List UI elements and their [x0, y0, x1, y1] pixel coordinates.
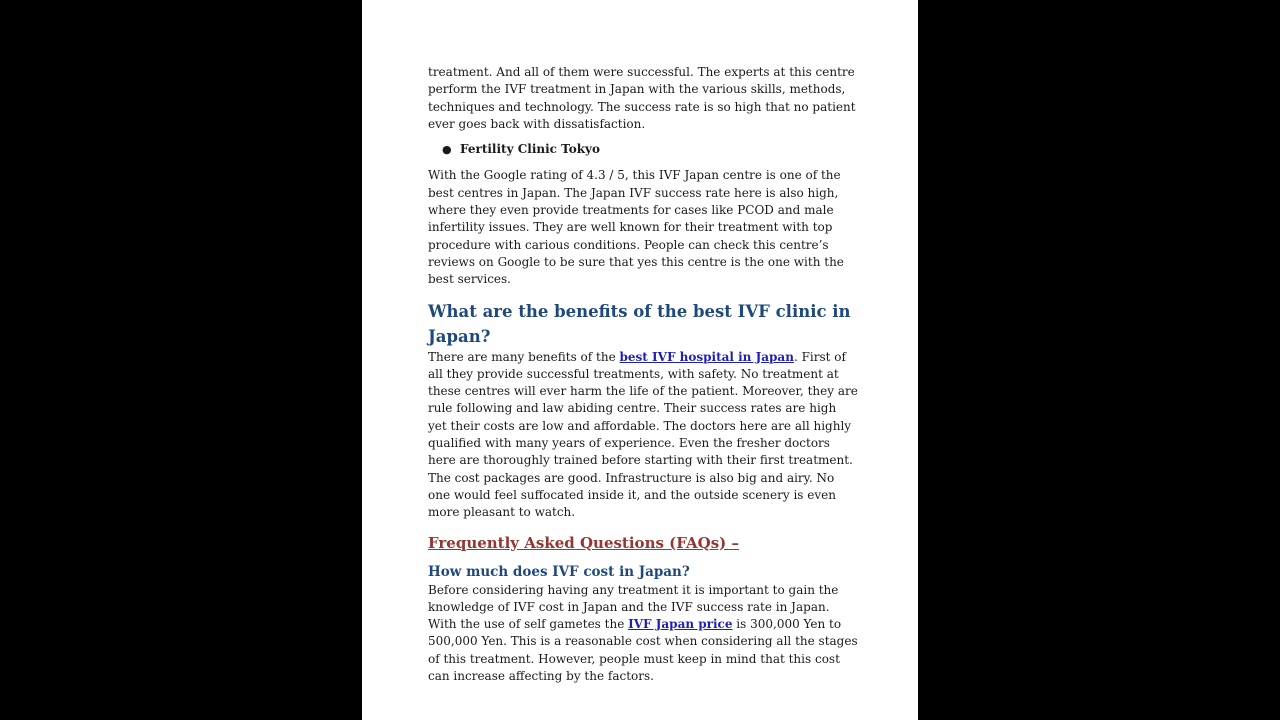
- paragraph-google-rating: With the Google rating of 4.3 / 5, this IVF Japan centre is one of the best centres in Japan. The Japan IVF success rate here is also high, where they even provide treatments for cases like PCOD and male infertility issues. They are well known for their treatment with top procedure with carious conditions. People can check this centre’s reviews on Google to be sure that yes this centre is the one with the best services.: [428, 168, 844, 287]
- document-page: [362, 0, 918, 720]
- best-ivf-hospital-link[interactable]: best IVF hospital in Japan: [619, 349, 794, 364]
- document-body: [428, 64, 858, 685]
- paragraph-cost: [428, 582, 858, 686]
- paragraph-cost-text-start: Before considering having any treatment it is important to gain the knowledge of IVF cost in Japan and the IVF success rate in Japan. With the use of self gametes the: [428, 582, 839, 632]
- paragraph-benefits: [428, 349, 858, 522]
- ivf-japan-price-link[interactable]: IVF Japan price: [628, 617, 733, 632]
- paragraph-benefits-text-end: . First of all they provide successful treatments, with safety. No treatment at these centres will ever harm the life of the patient. Moreover, they are rule following and law abiding centre. Their success rates are high yet their costs are low and affordable. The doctors here are all highly qualified with many years of experience. Even the fresher doctors here are thoroughly trained before starting with their first treatment. The cost packages are good. Infrastructure is also big and airy. No one would feel suffocated inside it, and the outside scenery is even more pleasant to watch.: [428, 349, 858, 520]
- paragraph-treatment-success: treatment. And all of them were successful. The experts at this centre perform the IVF treatment in Japan with the various skills, methods, techniques and technology. The success rate is so high that no patient ever goes back with dissatisfaction.: [428, 65, 856, 131]
- bullet-icon: ●: [442, 143, 452, 157]
- paragraph-benefits-text-start: There are many benefits of the: [428, 349, 620, 364]
- heading-benefits: What are the benefits of the best IVF clinic in Japan?: [428, 301, 851, 346]
- bullet-label: Fertility Clinic Tokyo: [460, 142, 601, 157]
- paragraph-cost-text-end: is 300,000 Yen to 500,000 Yen. This is a reasonable cost when considering all the stages of this treatment. However, people must keep in mind that this cost can increase affecting by the factors.: [428, 617, 858, 684]
- bullet-list-item: [442, 141, 858, 158]
- heading-faqs: Frequently Asked Questions (FAQs) –: [428, 533, 739, 552]
- heading-question-cost: How much does IVF cost in Japan?: [428, 563, 690, 580]
